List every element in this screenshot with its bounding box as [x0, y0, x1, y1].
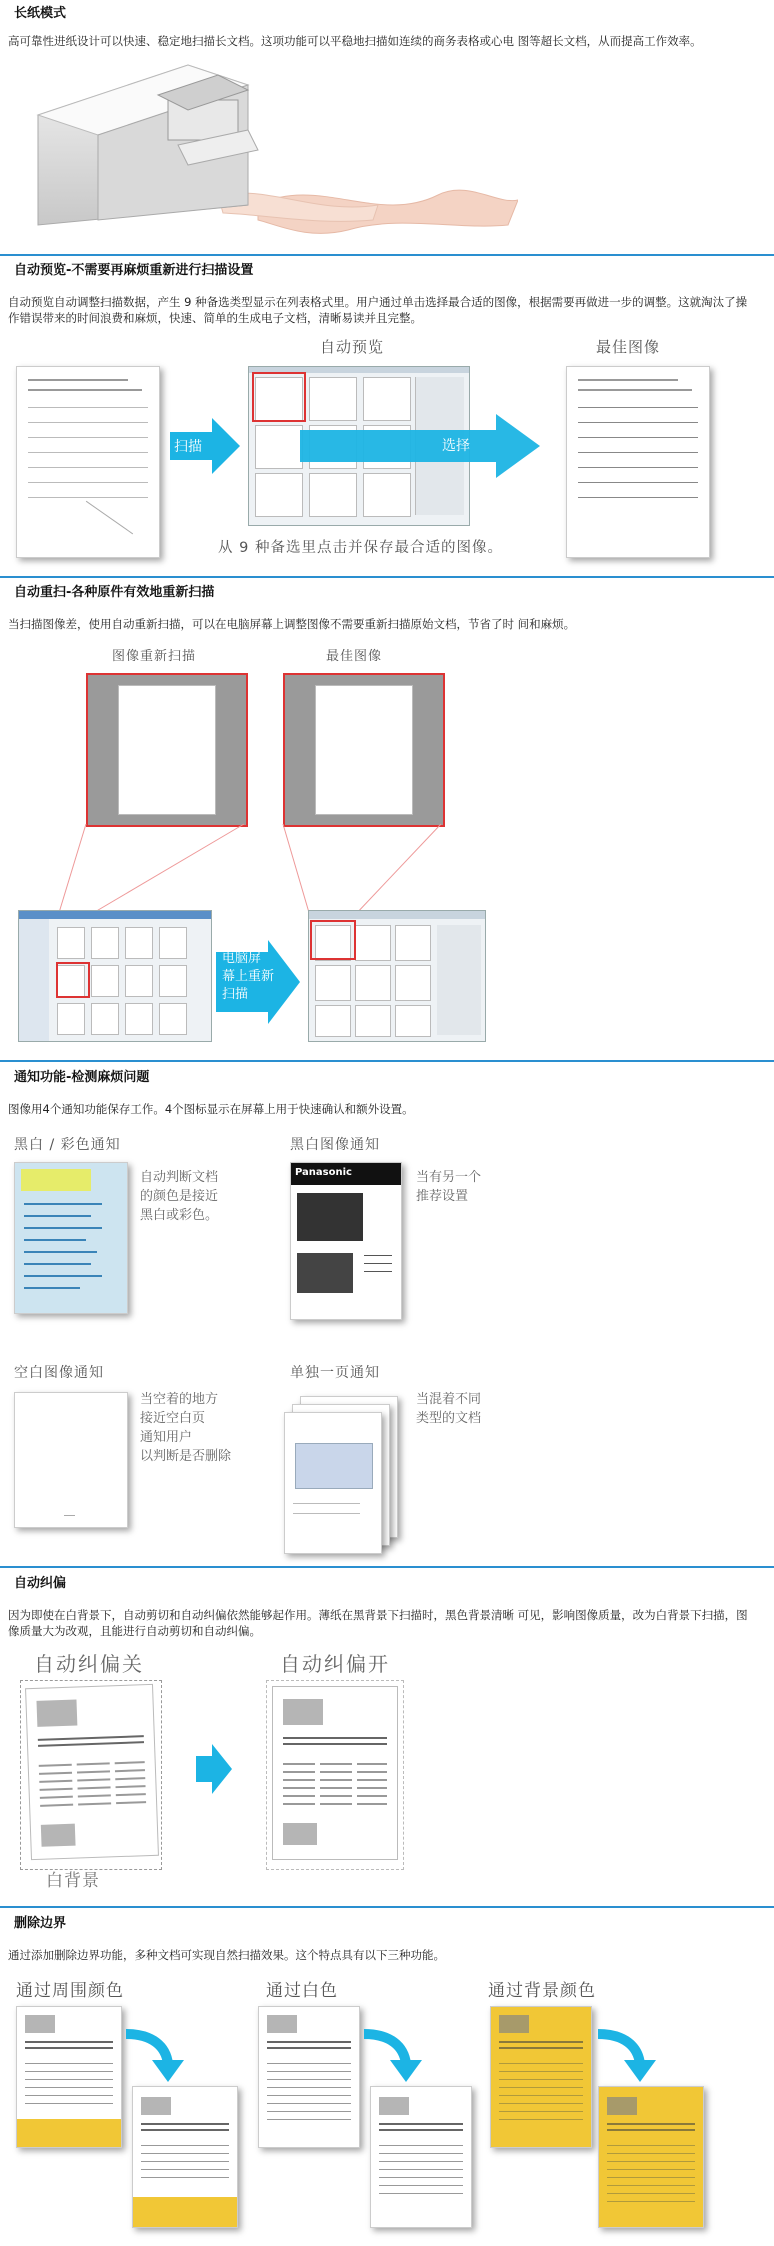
label-best-image-rescan: 最佳图像 — [326, 649, 383, 664]
label-by-white: 通过白色 — [266, 1981, 338, 2001]
divider — [0, 576, 774, 578]
blank-image-notice-doc — [14, 1392, 128, 1528]
section-title-auto-preview: 自动预览-不需要再麻烦重新进行扫描设置 — [14, 263, 254, 278]
label-image-rescan: 图像重新扫描 — [112, 649, 197, 664]
select-arrow-label: 选择 — [442, 438, 470, 454]
best-image-document — [566, 366, 710, 558]
divider — [0, 1060, 774, 1062]
section-title-notification: 通知功能-检测麻烦问题 — [14, 1070, 150, 1085]
section-title-remove-border: 删除边界 — [14, 1916, 67, 1931]
deskew-arrow — [196, 1744, 232, 1794]
deskew-on-document — [272, 1686, 398, 1860]
section-desc-auto-preview: 自动预览自动调整扫描数据，产生 9 种备选类型显示在列表格式里。用户通过单击选择最合适的图像，根据需要再做进一步的调整。这就淘汰了操作错误带来的时间浪费和麻烦，快速、简单的生成电子文档，清晰易读并且完整。 — [8, 295, 748, 325]
note-bw-image: 当有另一个 推荐设置 — [416, 1170, 482, 1204]
section-desc-deskew: 因为即使在白背景下，自动剪切和自动纠偏依然能够起作用。薄纸在黑背景下扫描时，黑色背景清晰 可见，影响图像质量，改为白背景下扫描，图像质量大为改观，且能进行自动剪切和自动纠偏。 — [8, 1608, 748, 1638]
deskew-off-document — [25, 1684, 159, 1860]
border-doc-surrounding-before — [16, 2006, 122, 2148]
section-title-deskew: 自动纠偏 — [14, 1576, 67, 1591]
scanner-image — [18, 55, 518, 235]
preview-caption: 从 9 种备选里点击并保存最合适的图像。 — [218, 540, 503, 556]
bw-image-notice-doc — [290, 1162, 402, 1320]
section-title-auto-rescan: 自动重扫-各种原件有效地重新扫描 — [14, 585, 215, 600]
rescan-screen-before — [18, 910, 212, 1042]
rescan-highlight-after — [310, 920, 356, 960]
border-doc-background-before — [490, 2006, 592, 2148]
scan-arrow-label: 扫描 — [174, 439, 202, 455]
note-blank-image: 当空着的地方 接近空白页 通知用户 以判断是否删除 — [140, 1392, 232, 1464]
note-bw-color: 自动判断文档 的颜色是接近 黑白或彩色。 — [140, 1170, 219, 1223]
source-document — [16, 366, 160, 558]
panasonic-logo: Panasonic — [295, 1167, 352, 1178]
label-auto-preview: 自动预览 — [320, 338, 385, 356]
label-deskew-on: 自动纠偏开 — [280, 1652, 390, 1676]
section-desc-long-paper: 高可靠性进纸设计可以快速、稳定地扫描长文档。这项功能可以平稳地扫描如连续的商务表格或心电 图等超长文档，从而提高工作效率。 — [8, 34, 702, 48]
label-blank-image-notice: 空白图像通知 — [14, 1365, 104, 1381]
section-desc-auto-rescan: 当扫描图像差，使用自动重新扫描，可以在电脑屏幕上调整图像不需要重新扫描原始文档，节省了时 间和麻烦。 — [8, 617, 576, 631]
rescan-after-panel — [283, 673, 445, 827]
label-best-image: 最佳图像 — [596, 338, 661, 356]
border-arrow-2 — [360, 2024, 424, 2084]
bw-color-notice-doc — [14, 1162, 128, 1314]
rescan-arrow-label: 电脑屏 幕上重新 扫描 — [222, 951, 275, 1002]
label-by-background-color: 通过背景颜色 — [488, 1981, 596, 2001]
border-doc-white-after — [370, 2086, 472, 2228]
section-desc-notification: 图像用4个通知功能保存工作。4个图标显示在屏幕上用于快速确认和额外设置。 — [8, 1102, 414, 1116]
select-arrow — [300, 414, 540, 478]
label-white-background: 白背景 — [46, 1871, 100, 1891]
divider — [0, 254, 774, 256]
border-doc-white-before — [258, 2006, 360, 2148]
note-single-page: 当混着不同 类型的文档 — [416, 1392, 482, 1426]
divider — [0, 1906, 774, 1908]
label-deskew-off: 自动纠偏关 — [34, 1652, 144, 1676]
border-arrow-3 — [594, 2024, 658, 2084]
label-bw-color-notice: 黑白 / 彩色通知 — [14, 1137, 121, 1153]
rescan-before-panel — [86, 673, 248, 827]
section-title-long-paper: 长纸模式 — [14, 6, 67, 21]
border-doc-surrounding-after — [132, 2086, 238, 2228]
divider — [0, 1566, 774, 1568]
section-desc-remove-border: 通过添加删除边界功能，多种文档可实现自然扫描效果。这个特点具有以下三种功能。 — [8, 1948, 445, 1962]
zoom-lines — [0, 820, 500, 920]
selected-thumbnail-highlight — [252, 372, 306, 422]
border-doc-background-after — [598, 2086, 704, 2228]
border-arrow-1 — [122, 2024, 186, 2084]
label-by-surrounding-color: 通过周围颜色 — [16, 1981, 124, 2001]
label-single-page-notice: 单独一页通知 — [290, 1365, 380, 1381]
single-page-doc-front — [284, 1412, 382, 1554]
rescan-highlight-before — [56, 962, 90, 998]
label-bw-image-notice: 黑白图像通知 — [290, 1137, 380, 1153]
